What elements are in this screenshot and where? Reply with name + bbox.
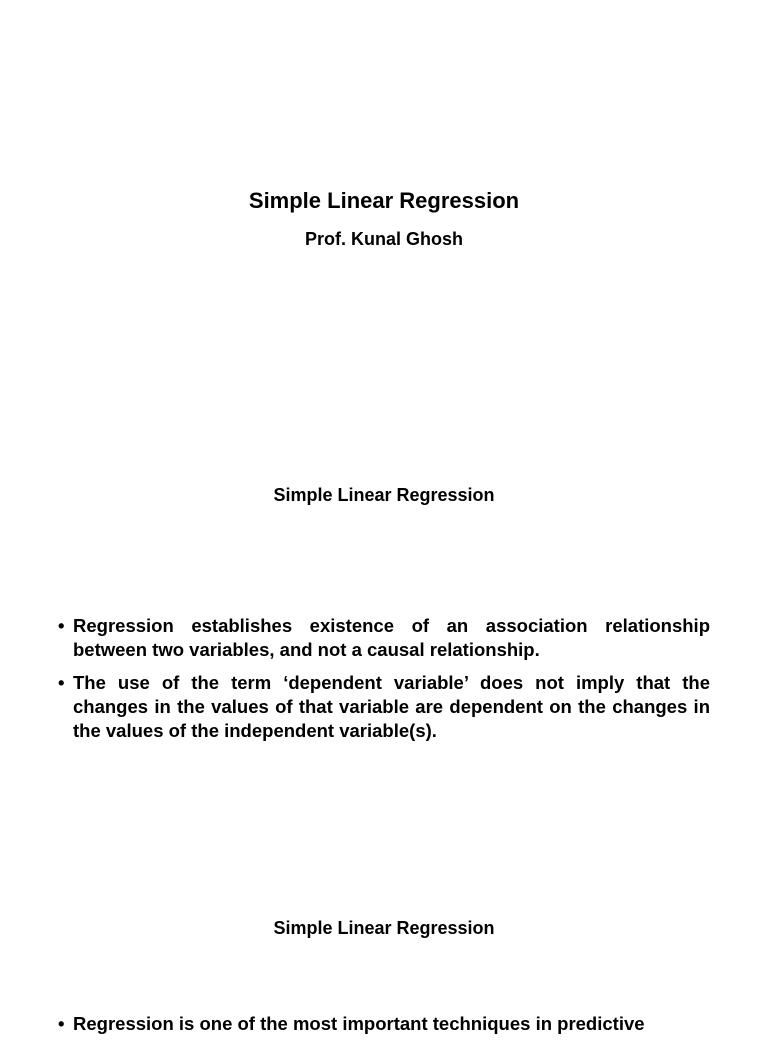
bullet-icon: • (58, 1013, 65, 1034)
slide-title: Simple Linear Regression (273, 485, 495, 505)
bullet-item (58, 1012, 710, 1036)
bullet-item (58, 671, 710, 743)
bullet-item (58, 614, 710, 662)
bullet-text: Regression establishes existence of an association relationship between two variables, and not a causal relationship. (73, 615, 710, 660)
slide-title: Simple Linear Regression (273, 918, 495, 938)
bullet-icon: • (58, 615, 65, 636)
bullet-list (58, 1012, 710, 1045)
slide-subtitle-author: Prof. Kunal Ghosh (304, 229, 463, 249)
bullet-icon: • (58, 672, 65, 693)
bullet-text: Regression is one of the most important techniques in predictive (73, 1013, 645, 1034)
slide-title: Simple Linear Regression (248, 188, 520, 213)
bullet-list (58, 614, 710, 752)
bullet-text: The use of the term ‘dependent variable’ does not imply that the changes in the values of that variable are dependent on the changes in the values of the independent variable(s). (73, 672, 710, 741)
